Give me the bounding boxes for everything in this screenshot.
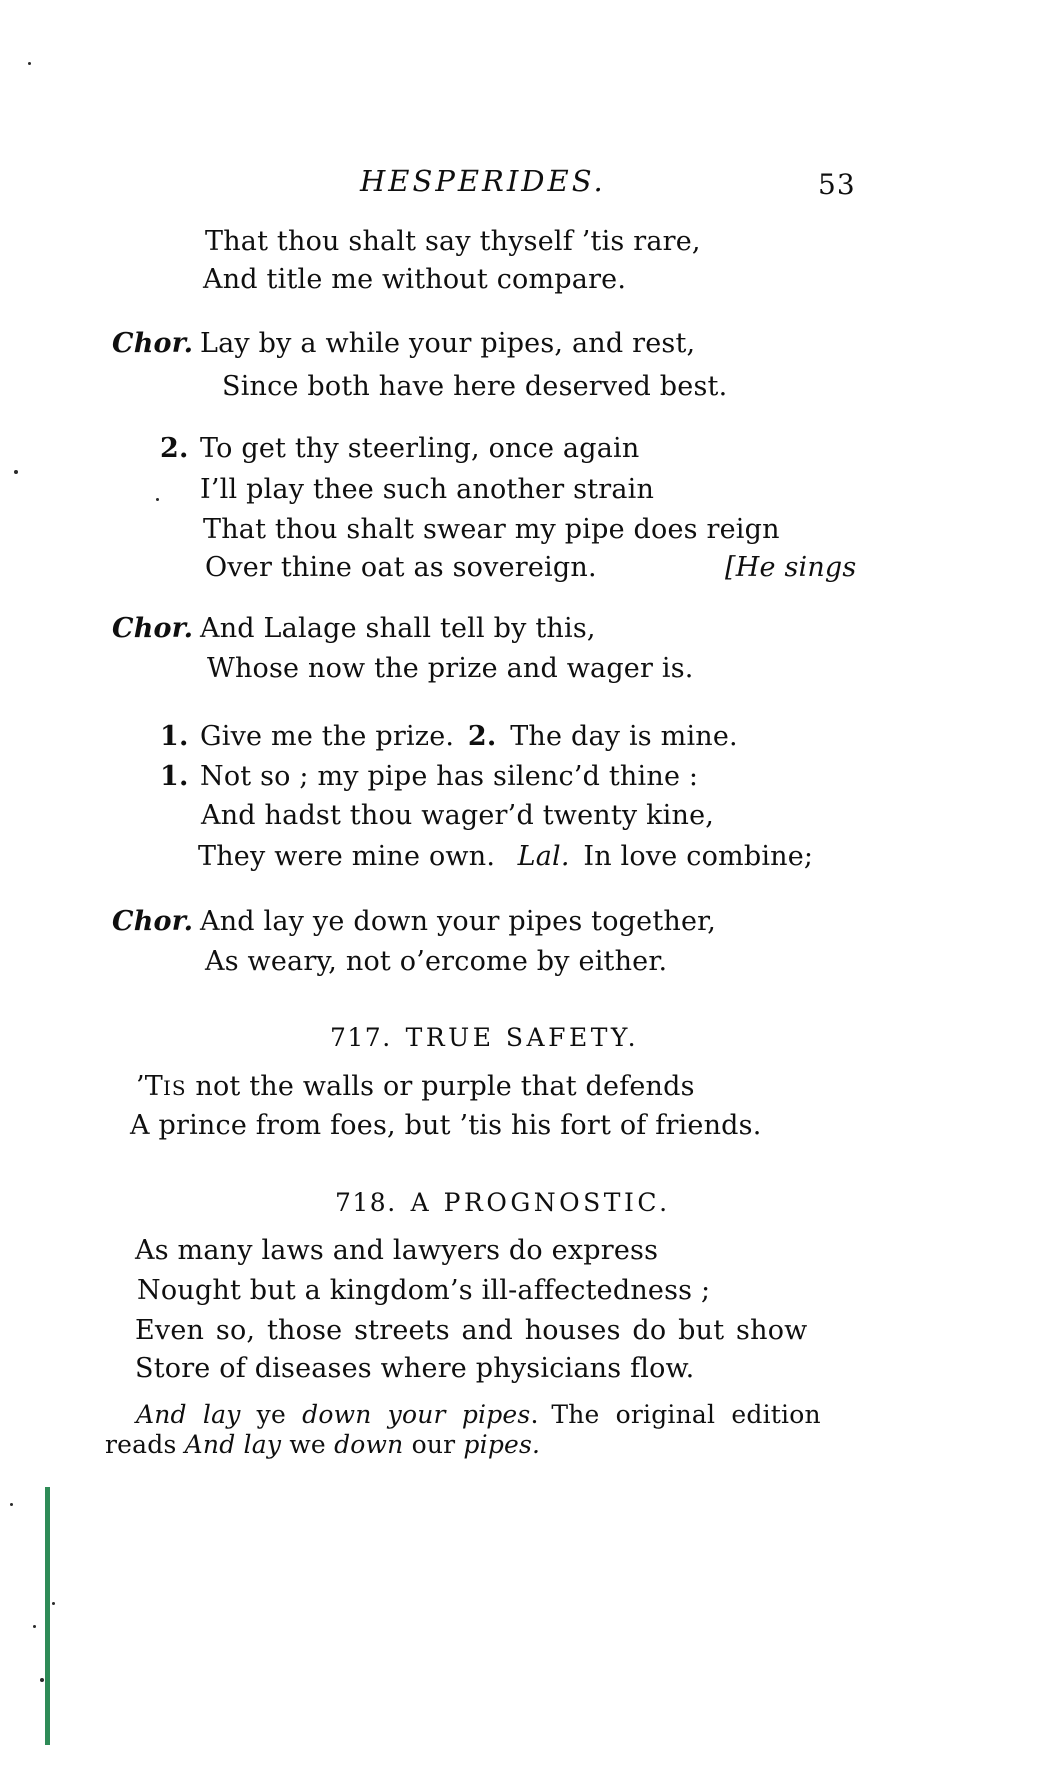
speaker-label: Chor. <box>112 613 194 644</box>
scan-speck <box>156 498 159 501</box>
verse-line <box>207 653 694 684</box>
verse-line <box>135 1353 694 1384</box>
verse-line <box>205 552 597 583</box>
footnote-line <box>136 1401 821 1430</box>
text-segment: As many laws and lawyers do express <box>135 1235 659 1266</box>
text-segment: reads <box>105 1430 185 1459</box>
text-segment: To get thy steerling, once again <box>200 433 640 464</box>
text-segment: Whose now the prize and wager is. <box>207 653 694 684</box>
text-segment: ’T <box>136 1071 163 1102</box>
text-segment: Store of diseases where physicians flow. <box>135 1353 695 1384</box>
text-segment: I’ll play thee such another strain <box>200 474 655 505</box>
text-segment: our <box>403 1430 464 1459</box>
verse-line <box>160 721 738 752</box>
chorus-line <box>112 613 596 644</box>
speaker-label: Chor. <box>112 906 194 937</box>
running-head-title: HESPERIDES. <box>360 164 606 198</box>
text-segment: IS <box>163 1076 187 1100</box>
text-segment: [He sings <box>725 552 857 583</box>
scanner-line-artifact <box>45 1487 50 1745</box>
text-segment: down <box>334 1430 404 1459</box>
verse-line <box>137 1275 710 1306</box>
verse-line <box>200 474 654 505</box>
text-segment: we <box>281 1430 335 1459</box>
text-segment: 2. <box>467 721 497 752</box>
speaker-label: 2. <box>160 433 189 464</box>
speaker-label: Chor. <box>112 328 194 359</box>
scan-speck <box>33 1625 36 1628</box>
verse-line <box>201 800 714 831</box>
text-segment: 717. <box>330 1023 406 1052</box>
text-segment: Since both have here deserved best. <box>222 371 728 402</box>
chorus-line <box>112 328 695 359</box>
speaker-label: 1. <box>160 761 189 792</box>
text-segment: 718. <box>335 1188 411 1217</box>
stage-direction <box>725 552 856 583</box>
scan-speck <box>52 1602 55 1605</box>
text-segment: A prince from foes, but ’tis his fort of friends. <box>130 1110 762 1141</box>
poem-heading <box>330 1024 639 1053</box>
chorus-line <box>112 906 716 937</box>
text-segment: The day is mine. <box>496 721 738 752</box>
verse-line <box>203 514 780 545</box>
text-segment: not the walls or purple that defends <box>186 1071 695 1102</box>
verse-line <box>135 1235 658 1266</box>
text-segment: Give me the prize. <box>200 721 468 752</box>
verse-line <box>130 1110 762 1141</box>
text-segment: pipes. <box>463 1430 541 1459</box>
scan-speck <box>14 470 18 474</box>
speaker-label: 1. <box>160 721 189 752</box>
text-segment: down your pipes <box>302 1400 531 1429</box>
text-segment: Not so ; my pipe has silenc’d thine : <box>200 761 699 792</box>
text-segment: And lay ye down your pipes together, <box>200 906 717 937</box>
verse-line <box>205 226 701 257</box>
text-segment: And lay <box>136 1400 241 1429</box>
text-segment: A PROGNOSTIC. <box>410 1188 671 1217</box>
text-segment: ye <box>240 1400 303 1429</box>
text-segment: Even so, those streets and houses do but show <box>135 1315 808 1346</box>
verse-line <box>136 1071 695 1102</box>
scan-speck <box>28 62 31 65</box>
verse-line <box>222 371 727 402</box>
page-number: 53 <box>818 168 856 201</box>
text-segment: Lal. <box>517 841 570 872</box>
text-segment: That thou shalt say thyself ’tis rare, <box>205 226 701 257</box>
text-segment: . The original edition <box>530 1400 821 1429</box>
text-segment: And hadst thou wager’d twenty kine, <box>201 800 715 831</box>
verse-line <box>198 841 813 872</box>
text-segment: As weary, not o’ercome by either. <box>205 946 668 977</box>
text-segment: In love combine; <box>569 841 814 872</box>
text-segment: And Lalage shall tell by this, <box>200 613 596 644</box>
verse-line <box>205 946 667 977</box>
footnote-line <box>105 1431 540 1460</box>
verse-line <box>203 264 626 295</box>
text-segment: Over thine oat as sovereign. <box>205 552 597 583</box>
text-segment: And lay <box>184 1430 282 1459</box>
text-segment: Nought but a kingdom’s ill-affectedness ; <box>137 1275 711 1306</box>
text-segment: And title me without compare. <box>203 264 627 295</box>
verse-line <box>160 433 639 464</box>
verse-line <box>160 761 698 792</box>
verse-line <box>135 1315 807 1346</box>
text-segment: That thou shalt swear my pipe does reign <box>203 514 780 545</box>
poem-heading <box>335 1189 671 1218</box>
scan-speck <box>10 1503 13 1506</box>
text-segment: They were mine own. <box>198 841 518 872</box>
text-segment: Lay by a while your pipes, and rest, <box>200 328 696 359</box>
scan-speck <box>40 1678 44 1682</box>
text-segment: TRUE SAFETY. <box>405 1023 640 1052</box>
